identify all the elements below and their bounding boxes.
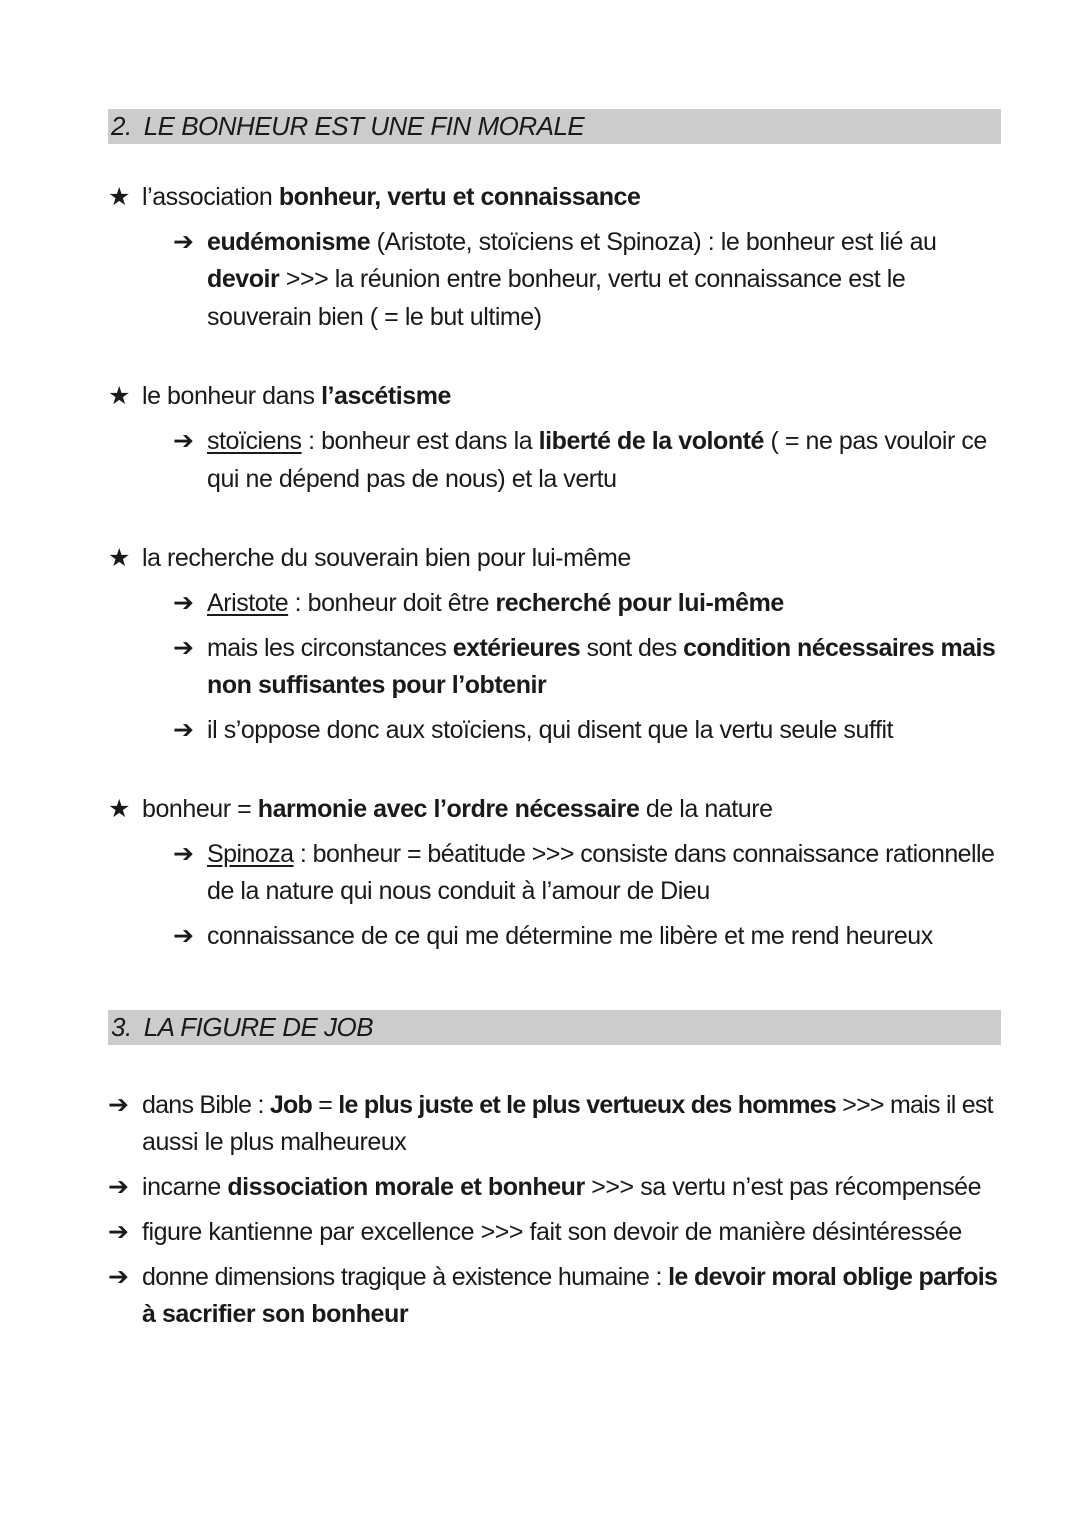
section-3-heading	[108, 1010, 1001, 1045]
continuation-line: souverain bien ( = le but ultime)	[207, 303, 542, 331]
arrow-right-icon: ➔	[108, 1173, 129, 1201]
continuation-line: qui ne dépend pas de nous) et la vertu	[207, 465, 617, 493]
section-title: LA FIGURE DE JOB	[143, 1012, 374, 1042]
arrow-right-icon: ➔	[108, 1091, 129, 1119]
arrow-right-icon: ➔	[173, 716, 194, 744]
sub-bullet-line: ➔ mais les circonstances extérieures sont des condition nécessaires mais	[173, 634, 996, 662]
arrow-line: ➔ donne dimensions tragique à existence humaine : le devoir moral oblige parfois	[108, 1263, 998, 1291]
arrow-right-icon: ➔	[173, 228, 194, 256]
star-icon: ★	[108, 183, 130, 211]
sub-bullet-line: ➔ connaissance de ce qui me détermine me libère et me rend heureux	[173, 922, 933, 950]
continuation-line: de la nature qui nous conduit à l’amour de Dieu	[207, 877, 710, 905]
section-number: 3.	[111, 1012, 132, 1042]
arrow-line: ➔ figure kantienne par excellence >>> fait son devoir de manière désintéressée	[108, 1218, 962, 1246]
section-2-heading	[108, 109, 1001, 144]
star-icon: ★	[108, 795, 130, 823]
sub-bullet-line: ➔ Aristote : bonheur doit être recherché pour lui-même	[173, 589, 784, 617]
arrow-right-icon: ➔	[108, 1263, 129, 1291]
arrow-right-icon: ➔	[108, 1218, 129, 1246]
bullet-star-line: ★ bonheur = harmonie avec l’ordre nécessaire de la nature	[108, 795, 773, 823]
arrow-line: ➔ incarne dissociation morale et bonheur >>> sa vertu n’est pas récompensée	[108, 1173, 982, 1201]
continuation-line: devoir >>> la réunion entre bonheur, vertu et connaissance est le	[207, 265, 906, 293]
bullet-star-line: ★ l’association bonheur, vertu et connaissance	[108, 183, 641, 211]
continuation-line: non suffisantes pour l’obtenir	[207, 671, 547, 699]
arrow-right-icon: ➔	[173, 427, 194, 455]
section-title: LE BONHEUR EST UNE FIN MORALE	[143, 111, 585, 141]
section-number: 2.	[111, 111, 132, 141]
continuation-line: à sacrifier son bonheur	[142, 1300, 409, 1328]
arrow-right-icon: ➔	[173, 589, 194, 617]
bullet-star-line: ★ le bonheur dans l’ascétisme	[108, 382, 451, 410]
star-icon: ★	[108, 382, 130, 410]
sub-bullet-line: ➔ eudémonisme (Aristote, stoïciens et Spinoza) : le bonheur est lié au	[173, 228, 937, 256]
sub-bullet-line: ➔ il s’oppose donc aux stoïciens, qui disent que la vertu seule suffit	[173, 716, 894, 744]
arrow-right-icon: ➔	[173, 634, 194, 662]
arrow-line: ➔ dans Bible : Job = le plus juste et le plus vertueux des hommes >>> mais il est	[108, 1091, 993, 1119]
sub-bullet-line: ➔ stoïciens : bonheur est dans la liberté de la volonté ( = ne pas vouloir ce	[173, 427, 987, 455]
arrow-right-icon: ➔	[173, 840, 194, 868]
arrow-right-icon: ➔	[173, 922, 194, 950]
star-icon: ★	[108, 544, 130, 572]
continuation-line: aussi le plus malheureux	[142, 1128, 407, 1156]
bullet-star-line: ★ la recherche du souverain bien pour lui-même	[108, 544, 631, 572]
sub-bullet-line: ➔ Spinoza : bonheur = béatitude >>> consiste dans connaissance rationnelle	[173, 840, 995, 868]
